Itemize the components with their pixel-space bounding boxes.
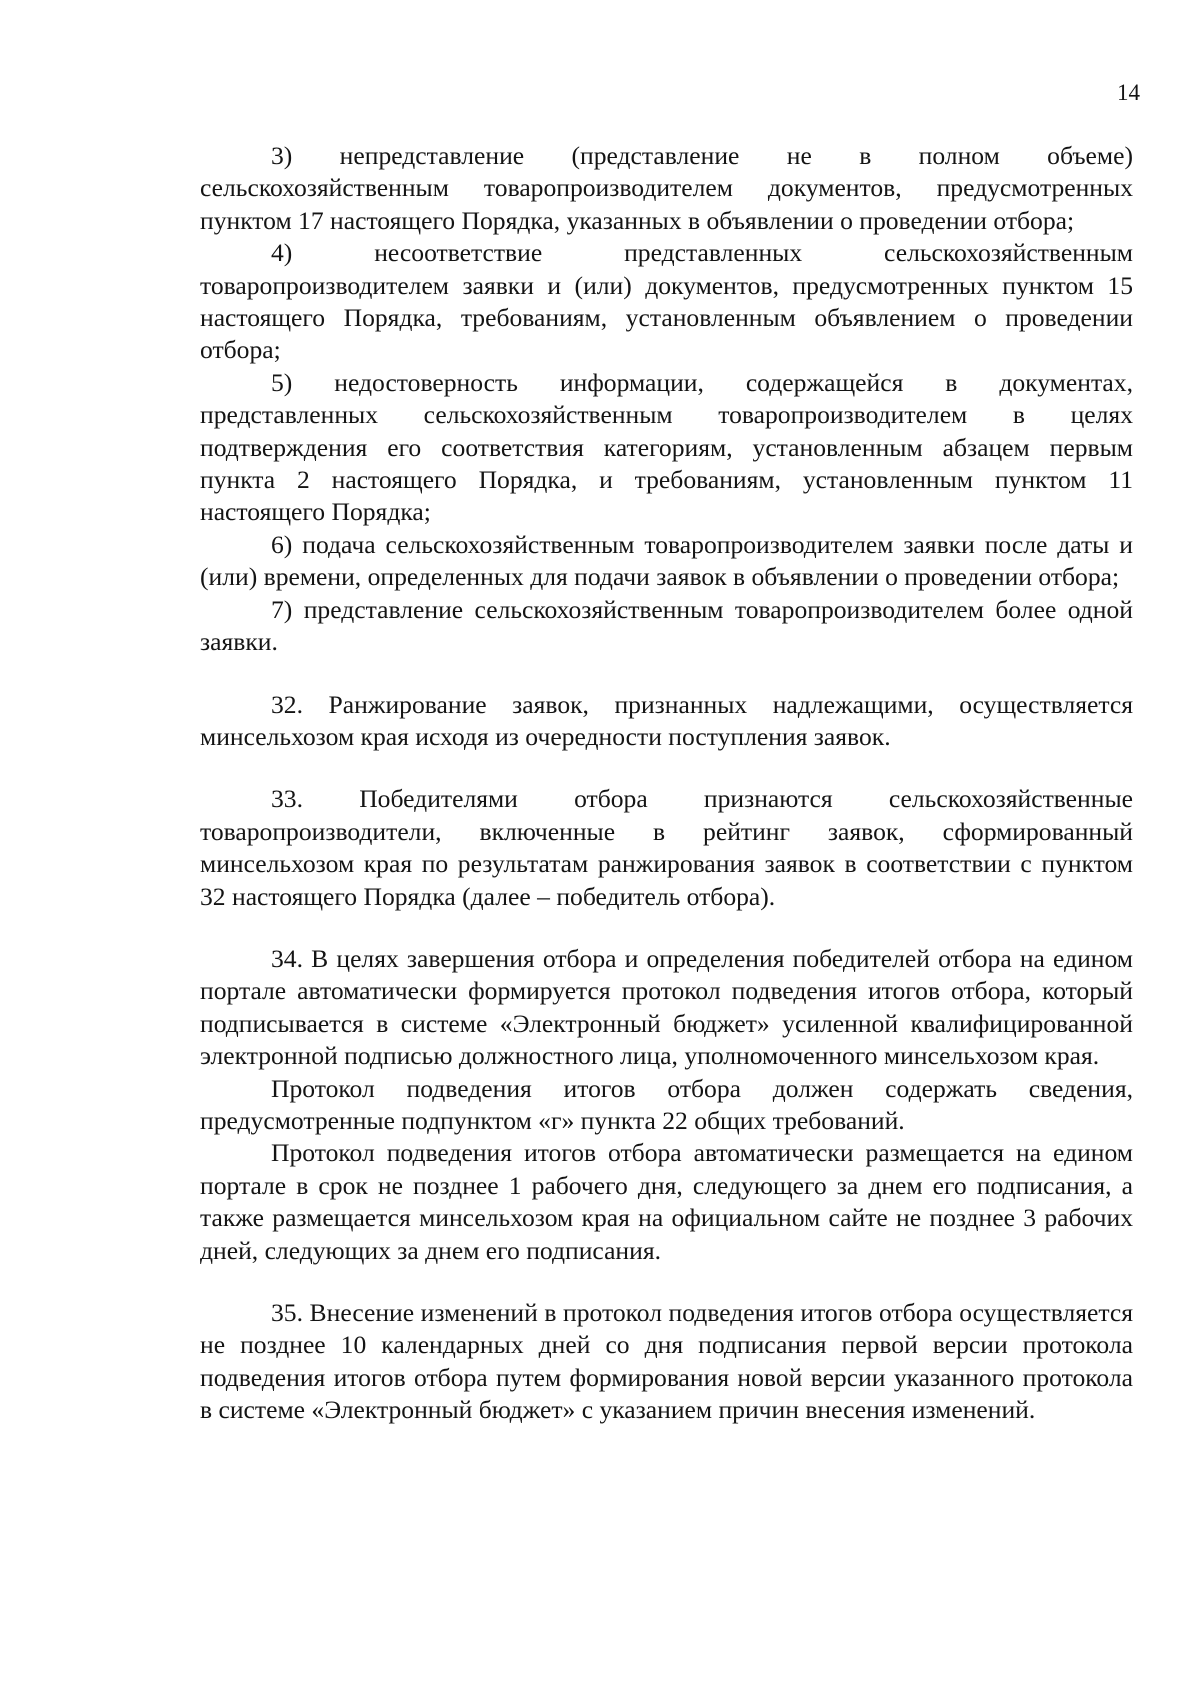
page-number: 14 [1117, 80, 1140, 105]
paragraph-clause-34-protocol-content: Протокол подведения итогов отбора должен содержать сведения, предусмотренные подпунктом «г» пункта 22 общих требований. [200, 1073, 1133, 1135]
paragraph-item-4: 4) несоответствие представленных сельскохозяйственным товаропроизводителем заявки и (или) документов, предусмотренных пунктом 15 настоящего Порядка, требованиям, установленным объявлением о проведении отбора; [200, 238, 1133, 365]
paragraph-item-3: 3) непредставление (представление не в полном объеме) сельскохозяйственным товаропроизводителем документов, предусмотренных пунктом 17 настоящего Порядка, указанных в объявлении о проведении отбора; [200, 141, 1133, 235]
document-body [200, 140, 1133, 1427]
section-spacer [200, 753, 1133, 783]
paragraph-item-5: 5) недостоверность информации, содержащейся в документах, представленных сельскохозяйственным товаропроизводителем в целях подтверждения его соответствия категориям, установленным абзацем первым пункта 2 настоящего Порядка, и требованиям, установленным пунктом 11 настоящего Порядка; [200, 367, 1133, 527]
paragraph-item-7: 7) представление сельскохозяйственным товаропроизводителем более одной заявки. [200, 594, 1133, 657]
paragraph-clause-35: 35. Внесение изменений в протокол подведения итогов отбора осуществляется не позднее 10 календарных дней со дня подписания первой версии протокола подведения итогов отбора путем формирования новой версии указанного протокола в системе «Электронный бюджет» с указанием причин внесения изменений. [200, 1298, 1133, 1425]
section-spacer [200, 913, 1133, 943]
paragraph-clause-32: 32. Ранжирование заявок, признанных надлежащими, осуществляется минсельхозом края исходя из очередности поступления заявок. [200, 689, 1133, 751]
paragraph-clause-34: 34. В целях завершения отбора и определения победителей отбора на едином портале автоматически формируется протокол подведения итогов отбора, который подписывается в системе «Электронный бюджет» усиленной квалифицированной электронной подписью должностного лица, уполномоченного минсельхозом края. [200, 943, 1133, 1071]
section-spacer [200, 659, 1133, 689]
paragraph-clause-33: 33. Победителями отбора признаются сельскохозяйственные товаропроизводители, включенные в рейтинг заявок, сформированный минсельхозом края по результатам ранжирования заявок в соответствии с пунктом 32 настоящего Порядка (далее – победитель отбора). [200, 784, 1133, 911]
paragraph-clause-34-protocol-publication: Протокол подведения итогов отбора автоматически размещается на едином портале в срок не позднее 1 рабочего дня, следующего за днем его подписания, а также размещается минсельхозом края на официальном сайте не позднее 3 рабочих дней, следующих за днем его подписания. [200, 1138, 1133, 1265]
section-spacer [200, 1267, 1133, 1297]
paragraph-item-6: 6) подача сельскохозяйственным товаропроизводителем заявки после даты и (или) времени, определенных для подачи заявок в объявлении о проведении отбора; [200, 529, 1133, 592]
